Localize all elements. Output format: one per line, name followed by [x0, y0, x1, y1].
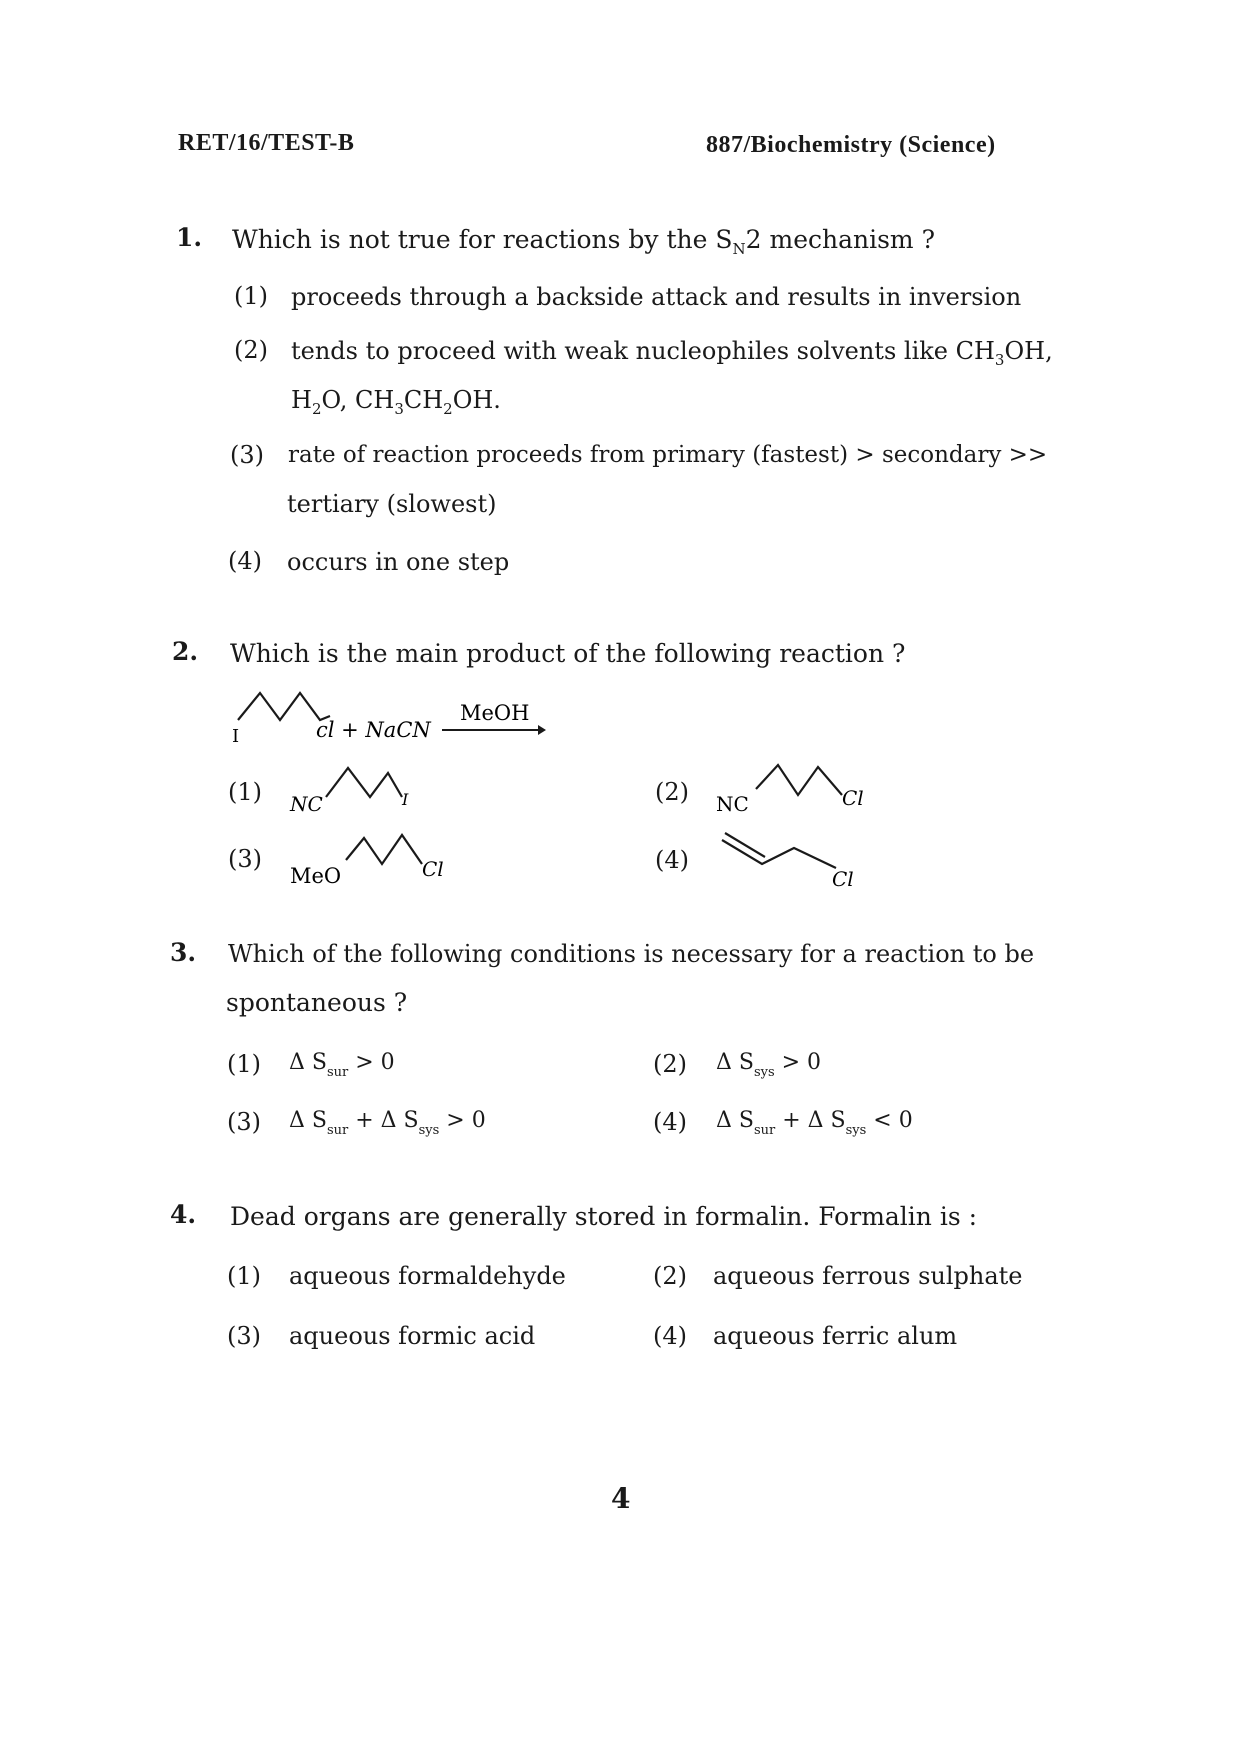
q3-line2: spontaneous ? [226, 988, 408, 1017]
q1-option-3-number: (3) [230, 441, 264, 469]
q1-option-2-line1: tends to proceed with weak nucleophiles solvents like $CH_3OH$, [291, 337, 1053, 369]
q3-option-3-text: Δ $S_{sur} + \Delta$ $S_{sys} > 0$ [289, 1108, 486, 1138]
q2-option-1-structure [284, 755, 454, 825]
q2-option-1-number: (1) [228, 778, 262, 806]
q1-number: 1. [176, 223, 203, 252]
q4-option-4-text: aqueous ferric alum [713, 1322, 958, 1350]
q1-option-1-text: proceeds through a backside attack and results in inversion [291, 283, 1022, 311]
q2-option-1-right: I [402, 790, 409, 809]
q2-option-3-number: (3) [228, 845, 262, 873]
q2-reactant-zigzag-chain [238, 693, 330, 720]
q4-option-1-text: aqueous formaldehyde [289, 1262, 566, 1290]
q2-option-4-number: (4) [655, 846, 689, 874]
q4-option-2-number: (2) [653, 1262, 687, 1290]
q2-reactant-chloro-label: cl + NaCN [316, 718, 431, 742]
q2-option-2-structure [712, 755, 882, 825]
q2-reaction-scheme [220, 680, 560, 750]
q2-reagent-label: MeOH [460, 701, 530, 725]
q1-option-4-number: (4) [228, 547, 262, 575]
q2-option-2-number: (2) [655, 778, 689, 806]
page-number: 4 [611, 1482, 631, 1515]
header-left: RET/16/TEST-B [178, 130, 355, 156]
q3-option-4-text: Δ $S_{sur} + \Delta$ $S_{sys} < 0$ [716, 1108, 913, 1138]
q2-reactant-iodo-label: I [232, 726, 240, 747]
q2-option-3-structure [284, 820, 464, 890]
q2-option-1-left: NC [290, 792, 323, 816]
q3-option-2-number: (2) [653, 1050, 687, 1078]
q2-option-3-right: Cl [422, 857, 444, 881]
q1-option-2-number: (2) [234, 336, 268, 364]
q3-number: 3. [170, 938, 197, 967]
q4-option-1-number: (1) [227, 1262, 261, 1290]
q1-option-4-text: occurs in one step [287, 548, 510, 576]
q1-option-2-line2: $H_2O$, $CH_3CH_2OH$. [291, 386, 501, 418]
q1-option-3-line1: rate of reaction proceeds from primary (fastest) > secondary >> [288, 442, 1048, 468]
q3-option-1-text: Δ $S_{sur} > 0$ [289, 1050, 395, 1080]
q2-option-2-right: Cl [842, 786, 864, 810]
q4-number: 4. [170, 1200, 197, 1229]
q4-option-4-number: (4) [653, 1322, 687, 1350]
header-right: 887/Biochemistry (Science) [706, 132, 996, 158]
q2-text: Which is the main product of the following reaction ? [230, 639, 906, 668]
q3-option-1-number: (1) [227, 1050, 261, 1078]
q2-number: 2. [172, 637, 199, 666]
q1-option-1-number: (1) [234, 282, 268, 310]
q4-option-2-text: aqueous ferrous sulphate [713, 1262, 1023, 1290]
q2-option-3-left: MeO [290, 864, 342, 888]
q3-line1: Which of the following conditions is necessary for a reaction to be [228, 940, 1035, 968]
q3-option-2-text: Δ $S_{sys} > 0$ [716, 1050, 822, 1080]
q3-option-3-number: (3) [227, 1108, 261, 1136]
q1-option-3-line2: tertiary (slowest) [287, 490, 497, 518]
q1-text: Which is not true for reactions by the $S_N2$ mechanism ? [232, 225, 935, 258]
q3-option-4-number: (4) [653, 1108, 687, 1136]
q2-option-4-structure [712, 820, 882, 890]
q4-text: Dead organs are generally stored in formalin. Formalin is : [230, 1202, 978, 1231]
q2-option-4-right: Cl [832, 867, 854, 890]
q4-option-3-number: (3) [227, 1322, 261, 1350]
q2-option-2-left: NC [716, 792, 749, 816]
q4-option-3-text: aqueous formic acid [289, 1322, 536, 1350]
arrow-head [538, 725, 546, 735]
